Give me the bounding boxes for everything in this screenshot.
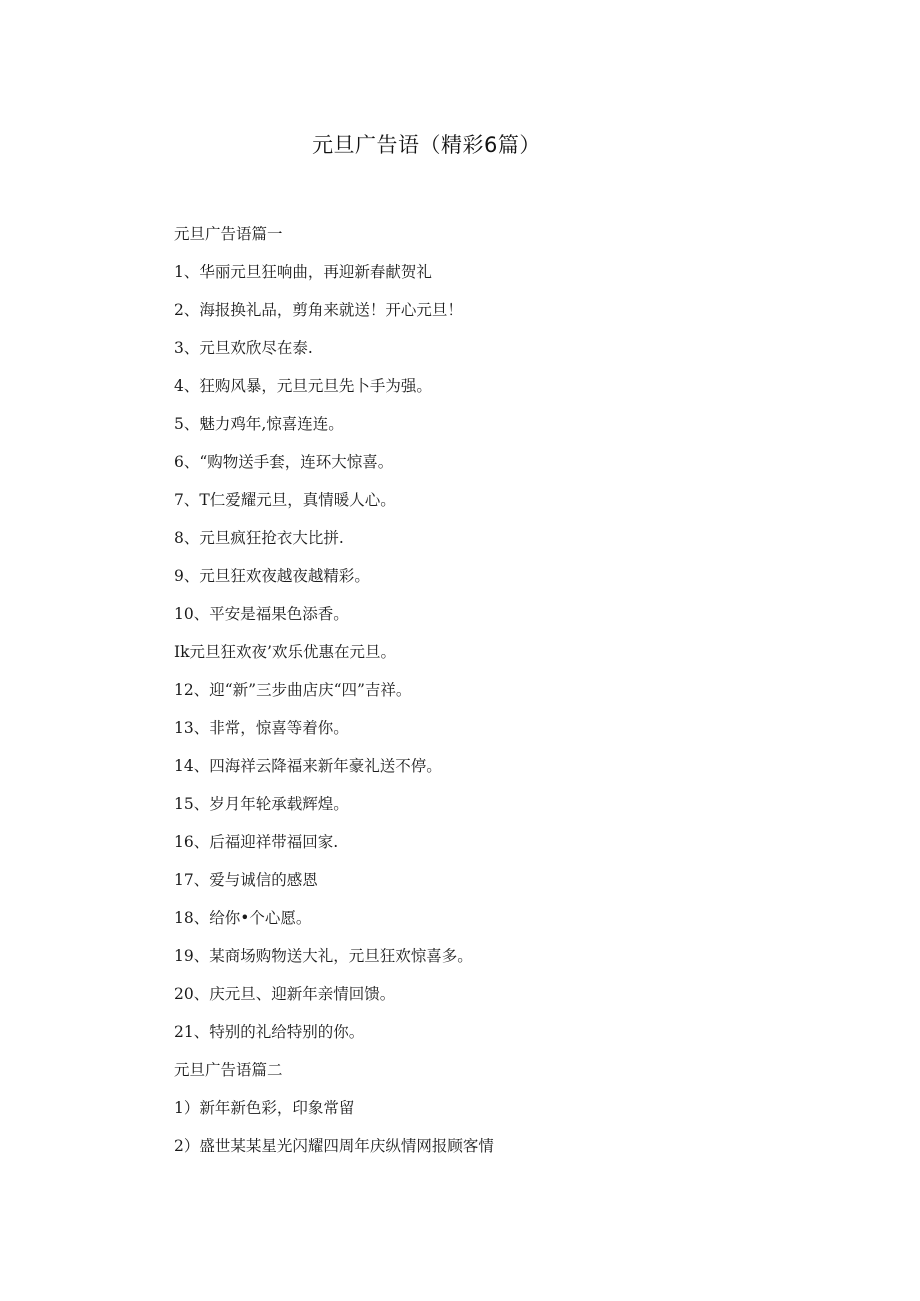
slogan-line: 2）盛世某某星光闪耀四周年庆纵情网报顾客情	[174, 1137, 494, 1155]
slogan-line: 14、四海祥云降福来新年豪礼送不停。	[174, 757, 442, 775]
slogan-line: 12、迎“新”三步曲店庆“四”吉祥。	[174, 681, 412, 699]
slogan-line: 8、元旦疯狂抢衣大比拼.	[174, 529, 344, 547]
slogan-line: 6、“购物送手套，连环大惊喜。	[174, 453, 394, 471]
section-heading: 元旦广告语篇二	[174, 1061, 283, 1079]
slogan-line: 17、爱与诚信的感恩	[174, 871, 318, 889]
slogan-line: 9、元旦狂欢夜越夜越精彩。	[174, 567, 370, 585]
slogan-line: 2、海报换礼品，剪角来就送！开心元旦！	[174, 301, 463, 319]
slogan-line: 18、给你•个心愿。	[174, 909, 312, 927]
slogan-line: 16、后福迎祥带福回家.	[174, 833, 339, 851]
slogan-line: 19、某商场购物送大礼，元旦狂欢惊喜多。	[174, 947, 473, 965]
slogan-line: 21、特别的礼给特别的你。	[174, 1023, 365, 1041]
slogan-line: 10、平安是福果色添香。	[174, 605, 349, 623]
slogan-line: Ik元旦狂欢夜’欢乐优惠在元旦。	[174, 643, 396, 661]
slogan-line: 4、狂购风暴，元旦元旦先卜手为强。	[174, 377, 432, 395]
slogan-line: 1、华丽元旦狂响曲，再迎新春献贺礼	[174, 263, 432, 281]
slogan-line: 3、元旦欢欣尽在泰.	[174, 339, 313, 357]
slogan-line: 1）新年新色彩，印象常留	[174, 1099, 355, 1117]
slogan-line: 7、T仁爱耀元旦，真情暖人心。	[174, 491, 396, 509]
section-heading: 元旦广告语篇一	[174, 225, 283, 243]
document-title: 元旦广告语（精彩6篇）	[312, 133, 541, 157]
slogan-line: 13、非常，惊喜等着你。	[174, 719, 349, 737]
document-body	[174, 224, 824, 1174]
slogan-line: 20、庆元旦、迎新年亲情回馈。	[174, 985, 396, 1003]
slogan-line: 15、岁月年轮承载辉煌。	[174, 795, 349, 813]
slogan-line: 5、魅力鸡年,惊喜连连。	[174, 415, 344, 433]
